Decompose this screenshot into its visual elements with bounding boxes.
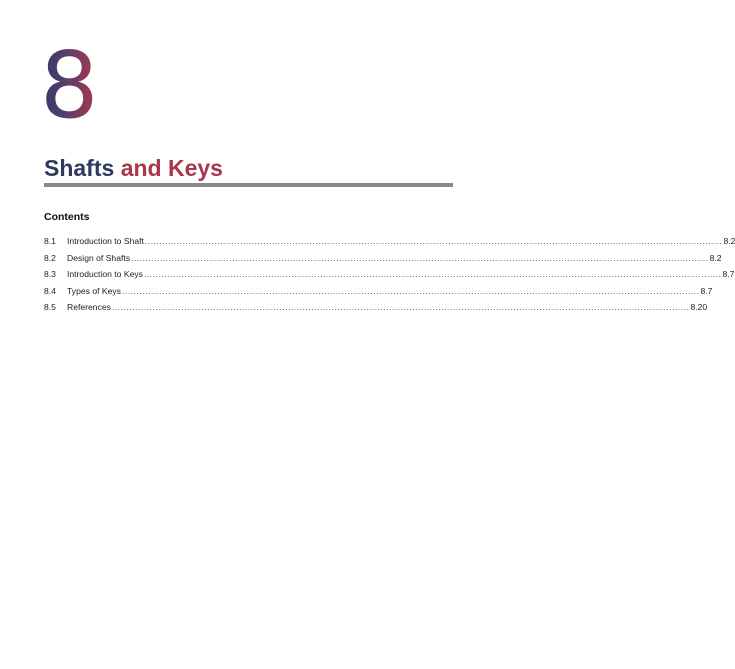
toc-entry-page: 8.7 bbox=[700, 285, 713, 296]
chapter-number: 8 bbox=[40, 32, 99, 139]
toc-entry-page: 8.7 bbox=[722, 269, 735, 280]
toc-entry-label: Design of Shafts bbox=[67, 252, 131, 263]
toc-entry-page: 8.2 bbox=[723, 236, 735, 246]
toc-entry-label: Introduction to Shaft bbox=[67, 236, 144, 246]
toc-entry-page: 8.2 bbox=[709, 252, 722, 263]
toc-dot-leader: ........................................................................................................................................................................................................ bbox=[144, 236, 723, 246]
toc-entry[interactable] bbox=[44, 285, 713, 303]
toc-entry[interactable] bbox=[44, 302, 708, 319]
toc-dot-leader: ........................................................................................................................................................................................................ bbox=[121, 285, 700, 296]
toc-dot-leader: ........................................................................................................................................................................................................ bbox=[111, 302, 690, 313]
toc-entry-number: 8.4 bbox=[44, 285, 56, 296]
toc-entry-page: 8.20 bbox=[690, 302, 708, 313]
toc-entry-number: 8.1 bbox=[44, 236, 56, 246]
toc-dot-leader: ........................................................................................................................................................................................................ bbox=[143, 269, 722, 280]
toc-entry-label: Introduction to Keys bbox=[67, 269, 143, 280]
chapter-title-main: Shafts bbox=[44, 155, 115, 181]
toc-entry-number: 8.5 bbox=[44, 302, 56, 313]
toc-entry[interactable] bbox=[44, 236, 735, 253]
chapter-title bbox=[44, 155, 223, 183]
chapter-title-accent: and Keys bbox=[120, 155, 223, 181]
toc-entry-number: 8.2 bbox=[44, 252, 56, 263]
toc-entry[interactable] bbox=[44, 252, 722, 270]
toc-entry[interactable] bbox=[44, 269, 735, 286]
title-divider bbox=[44, 183, 453, 187]
toc-dot-leader: ........................................................................................................................................................................................................ bbox=[131, 252, 709, 263]
table-of-contents bbox=[44, 236, 735, 319]
contents-heading: Contents bbox=[44, 211, 90, 223]
toc-entry-label: References bbox=[67, 302, 111, 313]
toc-entry-label: Types of Keys bbox=[67, 285, 121, 296]
toc-entry-number: 8.3 bbox=[44, 269, 56, 280]
